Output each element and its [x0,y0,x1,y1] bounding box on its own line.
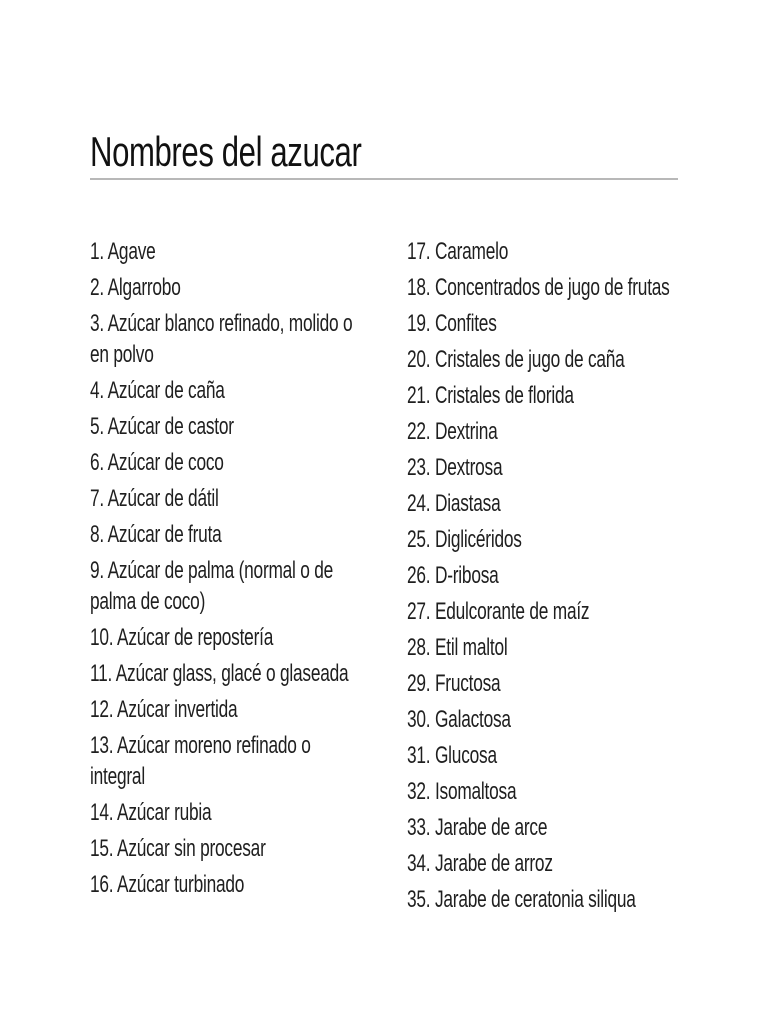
list-item: 14. Azúcar rubia [90,799,212,826]
list-item: 32. Isomaltosa [407,778,517,805]
list-item: 1. Agave [90,238,156,265]
list-item: 25. Diglicéridos [407,526,522,553]
list-item: 23. Dextrosa [407,454,503,481]
list-item: 11. Azúcar glass, glacé o glaseada [90,660,349,687]
list-item: 30. Galactosa [407,706,511,733]
list-item: 5. Azúcar de castor [90,413,234,440]
list-item: 12. Azúcar invertida [90,696,238,723]
sugar-names-list-right [407,236,707,920]
list-item: 35. Jarabe de ceratonia siliqua [407,886,636,913]
list-item: 19. Confites [407,310,497,337]
list-item: 31. Glucosa [407,742,497,769]
list-item: 29. Fructosa [407,670,501,697]
list-item: 21. Cristales de florida [407,382,574,409]
list-item: 28. Etil maltol [407,634,508,661]
list-item: 10. Azúcar de repostería [90,624,274,651]
sugar-names-list-left [90,236,390,905]
list-item: 20. Cristales de jugo de caña [407,346,625,373]
list-item: 2. Algarrobo [90,274,181,301]
list-item: 24. Diastasa [407,490,501,517]
list-item: 6. Azúcar de coco [90,449,224,476]
list-item: 26. D-ribosa [407,562,499,589]
list-item: 3. Azúcar blanco refinado, molido o en polvo [90,310,353,368]
list-item: 4. Azúcar de caña [90,377,225,404]
list-item: 15. Azúcar sin procesar [90,835,266,862]
list-item: 13. Azúcar moreno refinado o integral [90,732,311,790]
list-item: 17. Caramelo [407,238,509,265]
title-divider [90,178,678,180]
list-item: 22. Dextrina [407,418,498,445]
list-item: 18. Concentrados de jugo de frutas [407,274,670,301]
list-item: 9. Azúcar de palma (normal o de palma de coco) [90,557,334,615]
list-item: 27. Edulcorante de maíz [407,598,590,625]
list-item: 7. Azúcar de dátil [90,485,219,512]
list-item: 8. Azúcar de fruta [90,521,222,548]
list-item: 33. Jarabe de arce [407,814,548,841]
page-title: Nombres del azucar [90,128,362,175]
list-item: 16. Azúcar turbinado [90,871,245,898]
list-item: 34. Jarabe de arroz [407,850,553,877]
